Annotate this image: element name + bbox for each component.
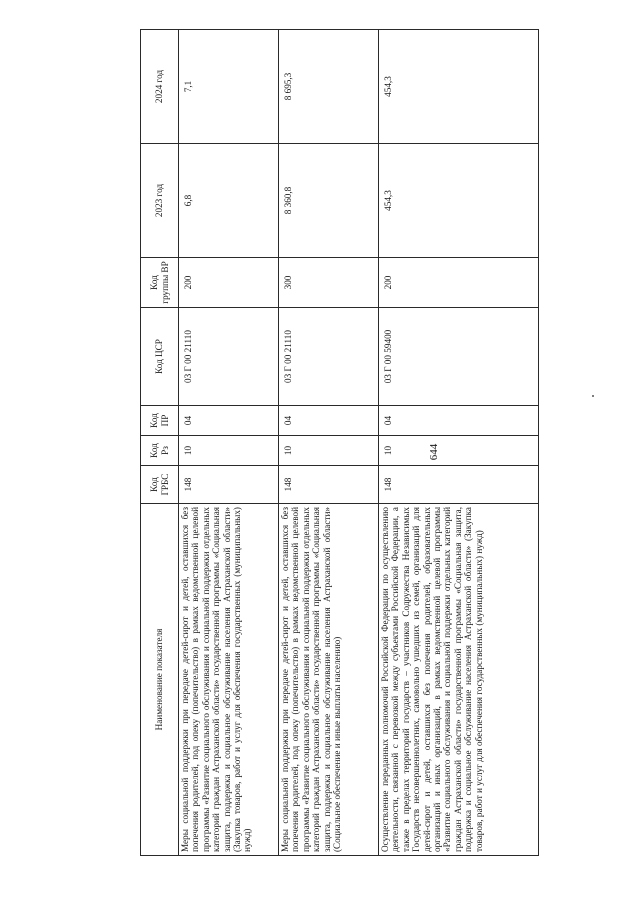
row-rz: 10 xyxy=(379,436,539,466)
table-row xyxy=(179,30,279,856)
header-grbs: Код ГРБС xyxy=(141,466,179,504)
row-pr: 04 xyxy=(279,406,379,436)
header-name: Наименование показателя xyxy=(141,504,179,856)
header-2023: 2023 год xyxy=(141,144,179,258)
table-row xyxy=(379,30,539,856)
row-2023: 454,3 xyxy=(379,144,539,258)
table-row xyxy=(279,30,379,856)
row-vr: 300 xyxy=(279,258,379,308)
header-csr: Код ЦСР xyxy=(141,308,179,406)
row-2024: 7,1 xyxy=(179,30,279,144)
row-name: Осуществление переданных полномочий Российской Федерации по осуществлению деятельности, связанной с перевозкой между субъектами Российской Федерации, а также в пределах территорий государств – участников Содружества Независимых Государств несовершеннолетних, самовольно ушедших из семей, организаций для детей-сирот и детей, оставшихся без попечения родителей, образовательных организаций и иных организаций, в рамках ведомственной целевой программы «Развитие социального обслуживания и социальной поддержки отдельных категорий граждан Астраханской области» государственной программы «Социальная защита, поддержка и социальное обслуживание населения Астраханской области» (Закупка товаров, работ и услуг для обеспечения государственных (муниципальных) нужд) xyxy=(379,504,539,856)
budget-table xyxy=(140,29,539,856)
row-csr: 03 Г 00 59400 xyxy=(379,308,539,406)
header-rz: Код Рз xyxy=(141,436,179,466)
rotated-table-container xyxy=(140,30,500,856)
header-pr: Код ПР xyxy=(141,406,179,436)
row-name: Меры социальной поддержки при передаче детей-сирот и детей, оставшихся без попечения родителей, под опеку (попечительство) в рамках ведомственной целевой программы «Развитие социального обслуживания и социальной поддержки отдельных категорий граждан Астраханской области» государственной программы «Социальная защита, поддержка и социальное обслуживание населения Астраханской области» (Закупка товаров, работ и услуг для обеспечения государственных (муниципальных) нужд) xyxy=(179,504,279,856)
scan-speck xyxy=(592,395,594,397)
row-2024: 454,3 xyxy=(379,30,539,144)
header-2024: 2024 год xyxy=(141,30,179,144)
page-number: 644 xyxy=(428,443,440,461)
row-grbs: 148 xyxy=(279,466,379,504)
row-vr: 200 xyxy=(179,258,279,308)
row-pr: 04 xyxy=(379,406,539,436)
row-rz: 10 xyxy=(279,436,379,466)
row-2023: 6,8 xyxy=(179,144,279,258)
row-csr: 03 Г 00 21110 xyxy=(179,308,279,406)
header-vr: Код группы ВР xyxy=(141,258,179,308)
header-row xyxy=(141,30,179,856)
row-rz: 10 xyxy=(179,436,279,466)
row-grbs: 148 xyxy=(379,466,539,504)
row-2023: 8 360,8 xyxy=(279,144,379,258)
row-grbs: 148 xyxy=(179,466,279,504)
row-vr: 200 xyxy=(379,258,539,308)
row-csr: 03 Г 00 21110 xyxy=(279,308,379,406)
row-name: Меры социальной поддержки при передаче детей-сирот и детей, оставшихся без попечения родителей, под опеку (попечительство) в рамках ведомственной целевой программы «Развитие социального обслуживания и социальной поддержки отдельных категорий граждан Астраханской области» государственной программы «Социальная защита, поддержка и социальное обслуживание населения Астраханской области» (Социальное обеспечение и иные выплаты населению) xyxy=(279,504,379,856)
row-pr: 04 xyxy=(179,406,279,436)
row-2024: 8 695,3 xyxy=(279,30,379,144)
